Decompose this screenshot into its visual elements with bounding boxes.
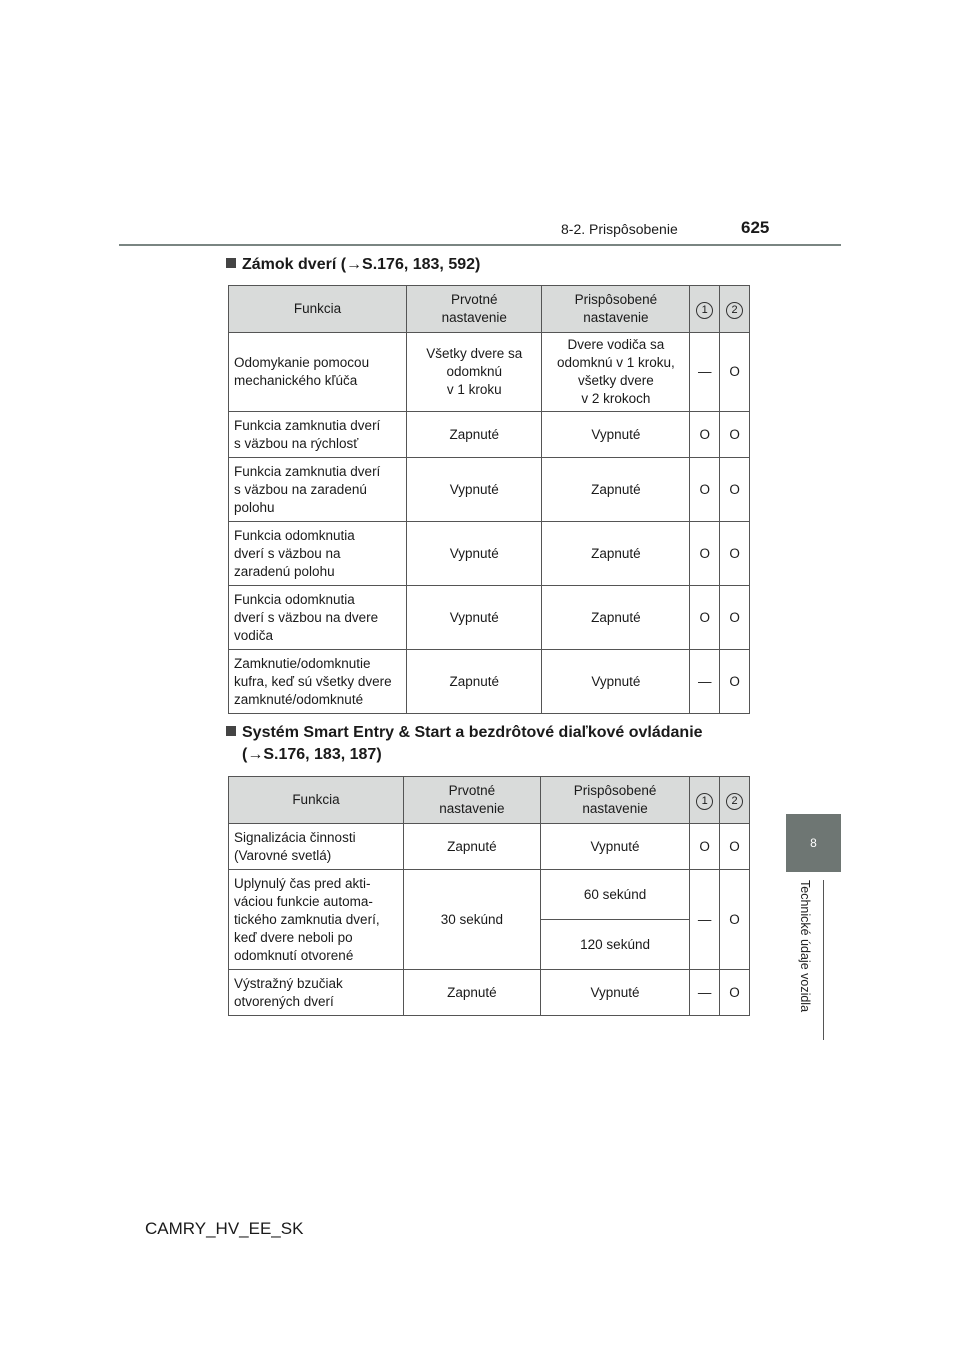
column-header-custom: Prispôsobené nastavenie xyxy=(540,777,689,824)
method-1-cell: O xyxy=(690,458,720,522)
function-cell: Uplynulý čas pred akti- váciou funkcie automa- tického zamknutia dverí, keď dvere neboli po odomknutí otvorené xyxy=(229,870,404,970)
table-header-row xyxy=(229,777,750,824)
table-row xyxy=(229,650,750,714)
circled-number-icon: 1 xyxy=(696,302,713,319)
table-row xyxy=(229,586,750,650)
table-row xyxy=(229,333,750,412)
document-code: CAMRY_HV_EE_SK xyxy=(145,1219,304,1238)
circled-number-icon: 2 xyxy=(726,793,743,810)
custom-cell: Vypnuté xyxy=(542,650,690,714)
method-2-cell: O xyxy=(720,412,750,458)
circled-number-icon: 1 xyxy=(696,793,713,810)
column-header-method-1 xyxy=(690,777,720,824)
function-cell: Funkcia zamknutia dverí s väzbou na zaradenú polohu xyxy=(229,458,407,522)
default-cell: Vypnuté xyxy=(407,458,542,522)
function-cell: Zamknutie/odomknutie kufra, keď sú všetky dvere zamknuté/odomknuté xyxy=(229,650,407,714)
method-1-cell: — xyxy=(690,970,720,1016)
smart-entry-table xyxy=(228,776,750,1016)
square-bullet-icon xyxy=(226,726,236,736)
function-cell: Výstražný bzučiak otvorených dverí xyxy=(229,970,404,1016)
header-section-title: 8-2. Prispôsobenie xyxy=(561,221,678,237)
function-cell: Odomykanie pomocou mechanického kľúča xyxy=(229,333,407,412)
custom-cell: 60 sekúnd xyxy=(540,870,689,920)
column-header-custom: Prispôsobené nastavenie xyxy=(542,286,690,333)
square-bullet-icon xyxy=(226,258,236,268)
method-2-cell: O xyxy=(720,970,750,1016)
method-1-cell: O xyxy=(690,586,720,650)
function-cell: Funkcia zamknutia dverí s väzbou na rýchlosť xyxy=(229,412,407,458)
arrow-right-icon: → xyxy=(247,746,264,763)
door-lock-table xyxy=(228,285,750,714)
method-2-cell: O xyxy=(720,650,750,714)
table-row xyxy=(229,412,750,458)
method-1-cell: O xyxy=(690,522,720,586)
column-header-default: Prvotné nastavenie xyxy=(407,286,542,333)
default-cell: Vypnuté xyxy=(407,586,542,650)
column-header-method-2 xyxy=(720,286,750,333)
column-header-function: Funkcia xyxy=(229,777,404,824)
method-2-cell: O xyxy=(720,586,750,650)
column-header-method-1 xyxy=(690,286,720,333)
method-2-cell: O xyxy=(720,870,750,970)
custom-cell: Zapnuté xyxy=(542,522,690,586)
arrow-right-icon: → xyxy=(346,256,363,273)
table-row xyxy=(229,970,750,1016)
column-header-method-2 xyxy=(720,777,750,824)
method-1-cell: O xyxy=(690,412,720,458)
custom-cell: Vypnuté xyxy=(542,412,690,458)
function-cell: Signalizácia činnosti (Varovné svetlá) xyxy=(229,824,404,870)
method-2-cell: O xyxy=(720,333,750,412)
column-header-function: Funkcia xyxy=(229,286,407,333)
default-cell: Všetky dvere sa odomknú v 1 kroku xyxy=(407,333,542,412)
section-title-smart-entry: Systém Smart Entry & Start a bezdrôtové diaľkové ovládanie (→S.176, 183, 187) xyxy=(226,722,703,766)
section-title-door-lock: Zámok dverí (→S.176, 183, 592) xyxy=(226,254,480,276)
chapter-title: Technické údaje vozidla xyxy=(798,880,812,1013)
default-cell: Zapnuté xyxy=(403,970,540,1016)
custom-cell: Zapnuté xyxy=(542,586,690,650)
chapter-tab xyxy=(786,814,841,872)
custom-cell: Vypnuté xyxy=(540,824,689,870)
custom-cell: Dvere vodiča sa odomknú v 1 kroku, všetky dvere v 2 krokoch xyxy=(542,333,690,412)
method-1-cell: O xyxy=(690,824,720,870)
default-cell: Vypnuté xyxy=(407,522,542,586)
circled-number-icon: 2 xyxy=(726,302,743,319)
method-2-cell: O xyxy=(720,522,750,586)
page-number: 625 xyxy=(741,218,770,237)
table-row xyxy=(229,522,750,586)
custom-cell: Zapnuté xyxy=(542,458,690,522)
function-cell: Funkcia odomknutia dverí s väzbou na zaradenú polohu xyxy=(229,522,407,586)
table-row xyxy=(229,824,750,870)
column-header-default: Prvotné nastavenie xyxy=(403,777,540,824)
method-1-cell: — xyxy=(690,870,720,970)
header-divider xyxy=(119,244,841,246)
table-header-row xyxy=(229,286,750,333)
default-cell: 30 sekúnd xyxy=(403,870,540,970)
chapter-number: 8 xyxy=(810,836,817,850)
chapter-divider xyxy=(823,880,824,1040)
method-2-cell: O xyxy=(720,824,750,870)
function-cell: Funkcia odomknutia dverí s väzbou na dvere vodiča xyxy=(229,586,407,650)
table-row xyxy=(229,870,750,920)
method-1-cell: — xyxy=(690,650,720,714)
default-cell: Zapnuté xyxy=(407,650,542,714)
table-row xyxy=(229,458,750,522)
custom-cell: 120 sekúnd xyxy=(540,920,689,970)
default-cell: Zapnuté xyxy=(407,412,542,458)
method-2-cell: O xyxy=(720,458,750,522)
method-1-cell: — xyxy=(690,333,720,412)
default-cell: Zapnuté xyxy=(403,824,540,870)
custom-cell: Vypnuté xyxy=(540,970,689,1016)
